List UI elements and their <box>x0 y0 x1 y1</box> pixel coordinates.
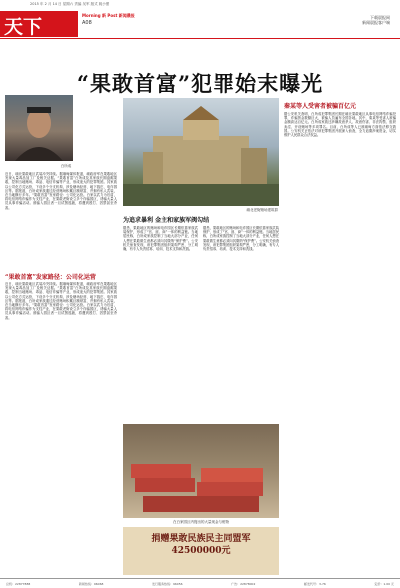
footer-item: 广告：22878002 <box>231 581 256 586</box>
footer-item: 邮发代号：3-76 <box>303 581 326 586</box>
footer-bar <box>0 578 400 588</box>
casino-caption: 缅北老街赌场建筑群 <box>246 208 278 212</box>
middle-subhead: 为追求暴利 金主和家族军阀勾结 <box>123 217 210 224</box>
portrait-figure <box>5 95 73 161</box>
editor-info <box>300 15 390 25</box>
middle-body-col1: 据悉，果敢地区的赌场和电诈园区长期依靠家族武装保护，形成了“官、匪、商”一体的利益链。当地居民称，白所成家族控制了当地大部分产业，任何人想在果敢做生意都必须向其缴纳“保护费”。公安机关侦查发现，该犯罪集团组织架构严密，分工明确，有专人负责招募、培训、技术支持和洗钱。 <box>123 226 198 252</box>
footer-item: 定价：1.00 元 <box>374 581 394 586</box>
headline: “果敢首富”犯罪始末曝光 <box>76 71 324 96</box>
casino-photo <box>123 98 279 206</box>
footer-item: 总机：22877888 <box>6 581 31 586</box>
donation-banner-photo <box>123 527 279 575</box>
section-title: 天下 <box>4 16 43 38</box>
right-subhead: 秦某等人受害者被骗百亿元 <box>284 103 357 110</box>
paper-name: Morning 新 Post 新闻晨报 <box>82 13 135 18</box>
portrait-caption: 白所成 <box>60 164 72 168</box>
left-subhead: “果敢首富”发家路径：公司化运营 <box>5 274 96 281</box>
editor-line: 下载晨报网 <box>370 15 390 20</box>
right-body: 据公安机关查明，白所成犯罪集团长期在缅北果敢地区从事电信网络诈骗犯罪，诈骗资金数额巨大，被骗人员遍布全国各地。其中，秦某等受害人被骗金额高达百亿元。白所成家族还涉嫌故意杀人、故意伤害、非法拘禁、组织卖淫、开设赌场等多项罪名。目前，白所成等人已被缅甸方面依法移交我国。公安机关正依法对该犯罪集团开展深入侦查，全力追缴涉案资金，切实维护人民群众合法权益。 <box>284 112 396 138</box>
casino-buildings <box>123 98 279 206</box>
page-code: A08 <box>82 20 92 26</box>
header-rule <box>0 38 400 39</box>
cash-photo <box>123 424 279 518</box>
donation-banner-text: 捐赠果敢民族民主同盟军 42500000元 <box>151 534 251 556</box>
section-banner <box>0 11 78 37</box>
left-body-upper: 近日，缅北果敢地区武装冲突持续。据缅甸媒体报道，缅政府军在果敢地区发现大量毒品加工厂及相关证据。“果敢首富”白所成及其家族长期盘踞果敢，控制当地赌场、毒品、电信诈骗等产业，形成庞大的犯罪集团。其家族以公司化方式运营，下设多个分支机构，涉及赌场经营、地下钱庄、电诈园区等。据报道，白所成家族通过经营赌场积累巨额财富，并拥有私人武装，在当地横行多年。“果敢首富”发家路径：公司化运营。白家以武力为后盾，将电信网络诈骗作为支柱产业，在果敢老街设立多个诈骗园区，诱骗大量人员从事诈骗活动。被骗入园区者一旦试图逃跑，将遭到殴打、囚禁甚至杀害。 <box>5 172 117 210</box>
cash-stacks <box>123 424 279 518</box>
middle-body-col2: 据悉，果敢地区的赌场和电诈园区长期依靠家族武装保护，形成了“官、匪、商”一体的利益链。当地居民称，白所成家族控制了当地大部分产业，任何人想在果敢做生意都必须向其缴纳“保护费”。公安机关侦查发现，该犯罪集团组织架构严密，分工明确，有专人负责招募、培训、技术支持和洗钱。 <box>203 226 279 252</box>
portrait-photo <box>5 95 73 161</box>
left-body-lower: 近日，缅北果敢地区武装冲突持续。据缅甸媒体报道，缅政府军在果敢地区发现大量毒品加工厂及相关证据。“果敢首富”白所成及其家族长期盘踞果敢，控制当地赌场、毒品、电信诈骗等产业，形成庞大的犯罪集团。其家族以公司化方式运营，下设多个分支机构，涉及赌场经营、地下钱庄、电诈园区等。据报道，白所成家族通过经营赌场积累巨额财富，并拥有私人武装，在当地横行多年。“果敢首富”发家路径：公司化运营。白家以武力为后盾，将电信网络诈骗作为支柱产业，在果敢老街设立多个诈骗园区，诱骗大量人员从事诈骗活动。被骗入园区者一旦试图逃跑，将遭到殴打、囚禁甚至杀害。 <box>5 282 117 320</box>
footer-item: 发行服务热线：96056 <box>151 581 183 586</box>
cash-caption: 在白家园区内搜出的大量现金与赃物 <box>173 520 229 524</box>
date-line: 2015 年 2 月 14 日 星期六 责编 吴军 版式 姚小蕾 <box>30 2 110 6</box>
editor-line: 新闻晨报客户端 <box>362 20 390 25</box>
footer-item: 新闻热线：96068 <box>78 581 104 586</box>
